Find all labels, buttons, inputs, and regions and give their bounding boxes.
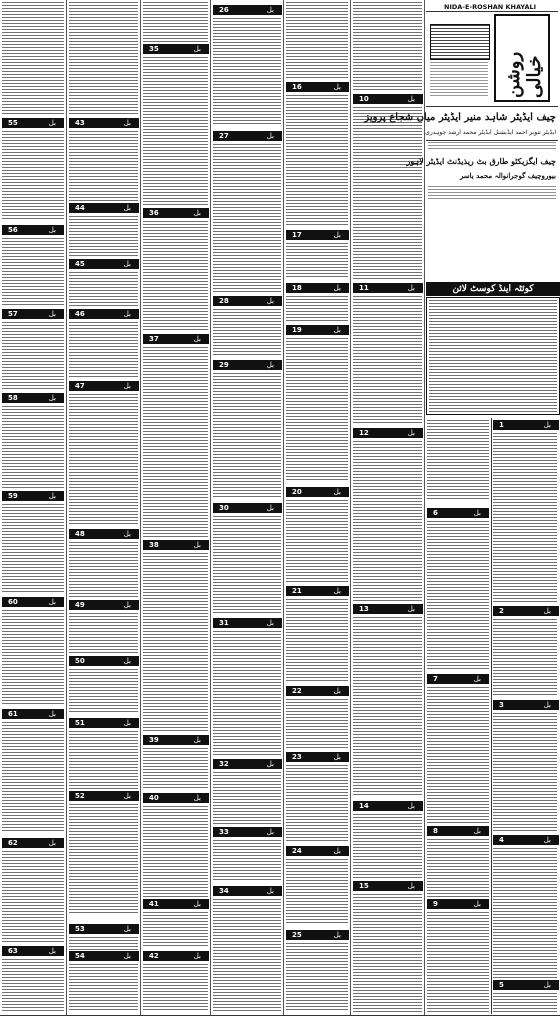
featured-notice — [426, 297, 560, 415]
notice-header: 47 بل — [69, 381, 139, 391]
notice-header: 44 بل — [69, 203, 139, 213]
notice-header: 17 بل — [286, 230, 349, 240]
notice-header: 45 بل — [69, 259, 139, 269]
page-footer — [0, 1015, 560, 1024]
notice-header: 50 بل — [69, 656, 139, 666]
notice-header: 51 بل — [69, 718, 139, 728]
column-3 — [283, 0, 350, 1024]
notice-header: 5 بل — [493, 980, 559, 990]
newspaper-logo — [494, 14, 550, 102]
editor-line-3: چیف ایگزیکٹو طارق بٹ ریذیڈنٹ ایڈیٹر لاہور — [406, 156, 556, 166]
notice-header: 27 بل — [213, 131, 282, 141]
notice-header: 42 بل — [143, 951, 209, 961]
notice-header: 3 بل — [493, 700, 559, 710]
notice-header: 10 بل — [353, 94, 423, 104]
notice-header: 54 بل — [69, 951, 139, 961]
column-6 — [66, 0, 140, 1024]
notice-header: 61 بل — [2, 709, 64, 719]
notice-header: 14 بل — [353, 801, 423, 811]
notice-header: 56 بل — [2, 225, 64, 235]
notice-header: 57 بل — [2, 309, 64, 319]
notice-header: 41 بل — [143, 899, 209, 909]
notice-header: 46 بل — [69, 309, 139, 319]
notice-header: 24 بل — [286, 846, 349, 856]
notice-header: 62 بل — [2, 838, 64, 848]
editor-line-2: ایڈیٹر تنویر احمد ایڈیشنل ایڈیٹر محمد ارشد چوہدری — [425, 129, 556, 136]
notice-header: 36 بل — [143, 208, 209, 218]
notice-header: 9 بل — [427, 899, 489, 909]
notice-header: 26 بل — [213, 5, 282, 15]
masthead-latin-name: NIDA-E-ROSHAN KHAYALI — [444, 3, 537, 11]
notice-header: 33 بل — [213, 827, 282, 837]
notice-header: 20 بل — [286, 487, 349, 497]
contact-info-box — [430, 24, 490, 60]
notice-header: 35 بل — [143, 44, 209, 54]
notice-header: 37 بل — [143, 334, 209, 344]
notice-header: 12 بل — [353, 428, 423, 438]
column-7 — [0, 0, 66, 1024]
notice-header: 49 بل — [69, 600, 139, 610]
notice-header: 59 بل — [2, 491, 64, 501]
notice-header: 32 بل — [213, 759, 282, 769]
notice-header: 18 بل — [286, 283, 349, 293]
notice-header: 13 بل — [353, 604, 423, 614]
editor-line-4: بیوروچیف گوجرانوالہ محمد یاسر — [459, 171, 556, 180]
notice-header: 16 بل — [286, 82, 349, 92]
notice-header: 60 بل — [2, 597, 64, 607]
notice-header: 2 بل — [493, 606, 559, 616]
notice-header: 39 بل — [143, 735, 209, 745]
notice-header: 48 بل — [69, 529, 139, 539]
notice-header: 28 بل — [213, 296, 282, 306]
notice-header: 31 بل — [213, 618, 282, 628]
notice-header: 55 بل — [2, 118, 64, 128]
notice-header: 53 بل — [69, 924, 139, 934]
editor-line-1: چیف ایڈیٹر شاہد منیر ایڈیٹر میاں شجاع پرویز — [364, 112, 556, 123]
notice-header: 63 بل — [2, 946, 64, 956]
notice-header: 29 بل — [213, 360, 282, 370]
notice-header: 11 بل — [353, 283, 423, 293]
notice-header: 21 بل — [286, 586, 349, 596]
notice-header: 38 بل — [143, 540, 209, 550]
notice-header: 6 بل — [427, 508, 489, 518]
notice-header: 15 بل — [353, 881, 423, 891]
notice-header: 25 بل — [286, 930, 349, 940]
notice-header: 58 بل — [2, 393, 64, 403]
section-title: کوئٹہ اینڈ کوسٹ لائن — [426, 282, 560, 296]
notice-header: 34 بل — [213, 886, 282, 896]
column-5 — [140, 0, 210, 1024]
notice-header: 40 بل — [143, 793, 209, 803]
notice-header: 52 بل — [69, 791, 139, 801]
notice-header: 19 بل — [286, 325, 349, 335]
notice-header: 30 بل — [213, 503, 282, 513]
notice-header: 23 بل — [286, 752, 349, 762]
notice-header: 4 بل — [493, 835, 559, 845]
masthead-notes — [430, 62, 488, 98]
notice-header: 22 بل — [286, 686, 349, 696]
notice-header: 1 بل — [493, 420, 559, 430]
notice-header: 43 بل — [69, 118, 139, 128]
notice-header: 8 بل — [427, 826, 489, 836]
notice-header: 7 بل — [427, 674, 489, 684]
logo-text: روشن خیالی — [503, 51, 545, 98]
column-4 — [210, 0, 283, 1024]
